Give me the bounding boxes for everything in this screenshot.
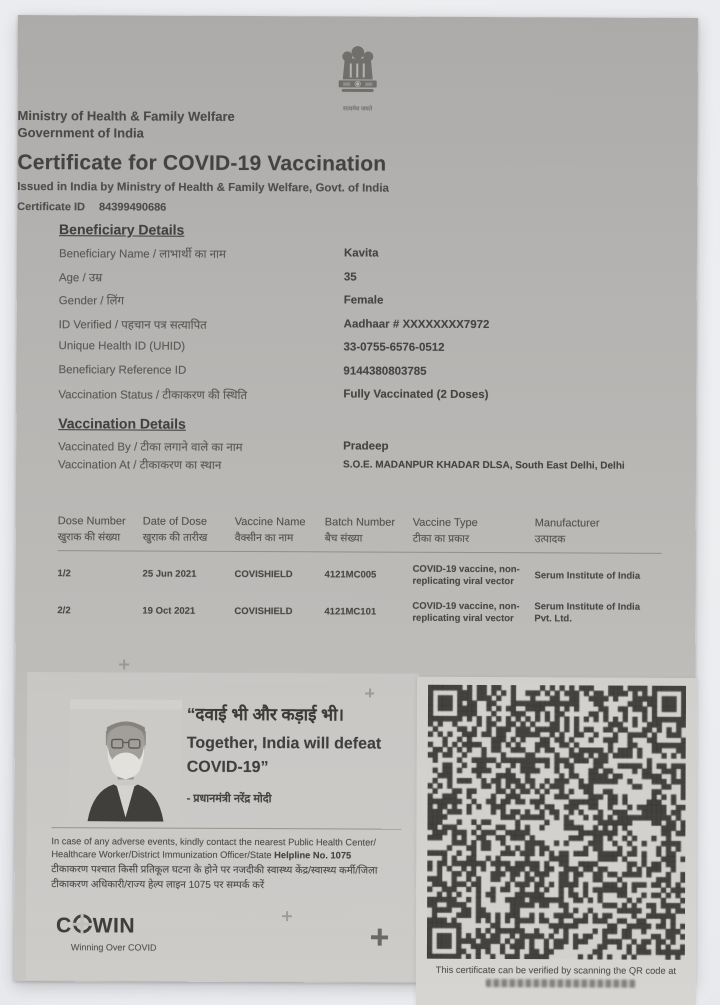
footer-box	[26, 672, 419, 982]
dose1-manufacturer: Serum Institute of India	[534, 570, 641, 582]
dose-row-1	[57, 560, 661, 591]
age-value: 35	[343, 270, 357, 283]
vaccination-status-value: Fully Vaccinated (2 Doses)	[343, 388, 489, 402]
detail-row	[58, 457, 668, 475]
certificate-id-label: Certificate ID	[17, 200, 86, 214]
col-vaccine-name-hi: वैक्सीन का नाम	[234, 531, 294, 545]
footer-divider	[51, 827, 401, 830]
detail-row	[59, 317, 659, 343]
gender-value: Female	[343, 294, 384, 307]
dose2-type: COVID-19 vaccine, non-replicating viral vector	[412, 600, 520, 625]
col-date-of-dose-hi: खुराक की तारीख	[142, 531, 208, 544]
dose1-number: 1/2	[57, 567, 71, 579]
reference-id-value: 9144380803785	[343, 364, 427, 378]
vaccination-status-label: Vaccination Status / टीकाकरण की स्थिति	[58, 389, 248, 403]
gender-label: Gender / लिंग	[58, 295, 124, 308]
certificate-title: Certificate for COVID-19 Vaccination	[17, 150, 387, 176]
vaccination-section-title: Vaccination Details	[58, 415, 186, 432]
col-batch-number: Batch Number	[324, 516, 396, 529]
uhid-label: Unique Health ID (UHID)	[58, 340, 186, 353]
registration-plus-icon	[371, 929, 388, 946]
detail-row	[58, 340, 658, 366]
detail-row	[59, 270, 659, 296]
qr-panel	[416, 677, 697, 1005]
ministry-line: Ministry of Health & Family Welfare	[17, 107, 235, 124]
col-vaccine-type-hi: टीका का प्रकार	[412, 532, 470, 545]
vaccinated-by-label: Vaccinated By / टीका लगाने वाले का नाम	[58, 441, 243, 454]
reference-id-label: Beneficiary Reference ID	[58, 363, 187, 377]
id-verified-value: Aadhaar # XXXXXXXX7972	[343, 317, 490, 331]
beneficiary-name-label: Beneficiary Name / लाभार्थी का नाम	[58, 248, 226, 261]
dose-table-header	[58, 515, 662, 554]
quote-english-line2: COVID-19”	[186, 758, 269, 777]
col-dose-number-hi: खुराक की संख्या	[57, 531, 121, 544]
cowin-circle-cross-icon	[73, 914, 92, 933]
quote-english-line1: Together, India will defeat	[186, 734, 382, 753]
detail-row	[59, 246, 659, 272]
col-date-of-dose: Date of Dose	[142, 515, 208, 528]
detail-row	[59, 293, 659, 319]
certificate-id-line	[17, 201, 697, 216]
government-line: Government of India	[17, 124, 144, 141]
beneficiary-details-section	[58, 221, 659, 413]
dose2-batch: 4121MC101	[324, 606, 377, 618]
age-label: Age / उम्र	[58, 271, 103, 284]
helpline-english-text: In case of any adverse events, kindly contact the nearest Public Health Center/ Healthcare Worker/District Immunization Officer/State	[51, 836, 376, 861]
quote-hindi: “दवाई भी और कड़ाई भी।	[186, 704, 345, 725]
detail-row	[58, 364, 658, 390]
dose1-vaccine: COVISHIELD	[234, 568, 293, 580]
beneficiary-name-value: Kavita	[343, 247, 379, 260]
vaccination-details-section	[58, 415, 668, 478]
dose1-type: COVID-19 vaccine, non-replicating viral vector	[412, 563, 520, 588]
helpline-text-hindi: टीकाकरण पश्चात किसी प्रतिकूल घटना के होने पर नजदीकी स्वास्थ्य केंद्र/स्वास्थ्य कर्मी/जिला टीकाकरण अधिकारी/राज्य हेल्प लाइन 1075 पर सम्पर्क करें	[51, 864, 378, 891]
helpline-text-english	[51, 835, 403, 863]
col-manufacturer-hi: उत्पादक	[534, 533, 566, 546]
dose1-batch: 4121MC005	[324, 569, 377, 581]
qr-caption-partial-line	[486, 979, 636, 988]
col-vaccine-name: Vaccine Name	[234, 515, 306, 529]
helpline-number: Helpline No. 1075	[274, 850, 352, 861]
qr-caption: This certificate can be verified by scanning the QR code at	[435, 964, 676, 976]
india-national-emblem-icon	[325, 43, 391, 103]
col-manufacturer: Manufacturer	[534, 517, 600, 530]
dose2-manufacturer: Serum Institute of India Pvt. Ltd.	[534, 600, 641, 625]
col-batch-number-hi: बैच संख्या	[324, 532, 363, 545]
cowin-tagline: Winning Over COVID	[70, 942, 157, 953]
certificate-id-value: 84399490686	[98, 201, 167, 214]
cowin-letters-win: WIN	[92, 914, 136, 938]
dose1-date: 25 Jun 2021	[142, 568, 197, 580]
detail-row	[58, 439, 668, 457]
vaccination-at-label: Vaccination At / टीकाकरण का स्थान	[58, 459, 222, 472]
uhid-value: 33-0755-6576-0512	[343, 341, 445, 354]
beneficiary-section-title: Beneficiary Details	[59, 221, 185, 238]
dose-table	[57, 515, 661, 628]
vaccinated-by-value: Pradeep	[343, 440, 389, 453]
registration-plus-icon	[282, 911, 292, 921]
cowin-letter-c: C	[55, 914, 72, 938]
col-dose-number: Dose Number	[57, 515, 126, 528]
registration-plus-icon	[119, 659, 129, 669]
pm-modi-photo	[69, 699, 182, 821]
emblem-motto: सत्यमेव जयते	[342, 106, 373, 113]
qr-code	[427, 685, 686, 960]
col-vaccine-type: Vaccine Type	[412, 516, 478, 530]
dose-row-2	[57, 597, 661, 628]
dose2-vaccine: COVISHIELD	[234, 605, 293, 617]
certificate-paper	[14, 15, 698, 984]
quote-attribution: - प्रधानमंत्री नरेंद्र मोदी	[186, 792, 272, 806]
detail-row	[58, 387, 658, 413]
id-verified-label: ID Verified / पहचान पत्र सत्यापित	[58, 318, 207, 332]
cowin-logo	[56, 914, 135, 938]
dose2-number: 2/2	[57, 604, 71, 616]
dose2-date: 19 Oct 2021	[142, 605, 196, 617]
certificate-subtitle: Issued in India by Ministry of Health & Family Welfare, Govt. of India	[17, 180, 389, 195]
vaccination-at-value: S.O.E. MADANPUR KHADAR DLSA, South East Delhi, Delhi	[343, 459, 625, 472]
registration-plus-icon	[365, 689, 374, 698]
